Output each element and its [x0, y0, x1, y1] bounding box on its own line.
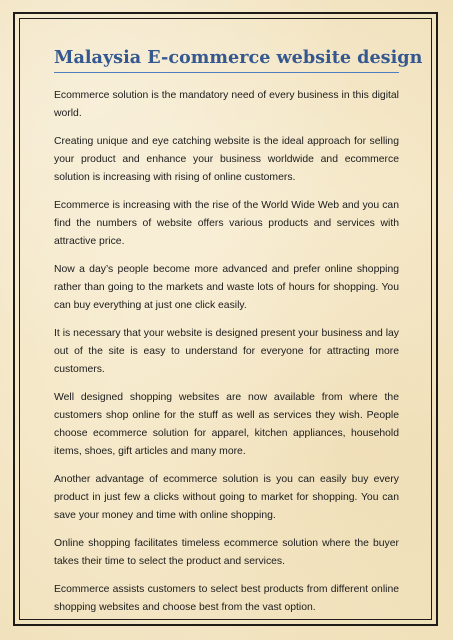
paragraph: Online shopping facilitates timeless ecommerce solution where the buyer takes their time to select the product and services. — [54, 538, 399, 567]
page-title: Malaysia E-commerce website design — [54, 47, 399, 73]
paragraph: Another advantage of ecommerce solution is you can easily buy every product in just few a clicks without going to market for shopping. You can save your money and time with online shopping. — [54, 474, 399, 521]
paragraph: Ecommerce is increasing with the rise of the World Wide Web and you can find the numbers of website offers various products and services with attractive price. — [54, 200, 399, 247]
paragraph: Well designed shopping websites are now available from where the customers shop online for the stuff as well as services they wish. People choose ecommerce solution for apparel, kitchen appliances, household items, shoes, gift articles and many more. — [54, 392, 399, 457]
document-body — [54, 47, 423, 627]
paragraph: Ecommerce solution is the mandatory need of every business in this digital world. — [54, 90, 399, 119]
paragraph: It is necessary that your website is designed present your business and lay out of the site is easy to understand for everyone for attracting more customers. — [54, 328, 399, 375]
paragraph: Creating unique and eye catching website is the ideal approach for selling your product and enhance your business worldwide and ecommerce solution is increasing with rising of online customers. — [54, 136, 399, 183]
paragraph: Now a day’s people become more advanced and prefer online shopping rather than going to the markets and waste lots of hours for shopping. You can buy everything at just one click easily. — [54, 264, 399, 311]
paragraph: Ecommerce assists customers to select best products from different online shopping websites and choose best from the vast option. — [54, 584, 399, 613]
paragraph-list — [54, 87, 399, 617]
